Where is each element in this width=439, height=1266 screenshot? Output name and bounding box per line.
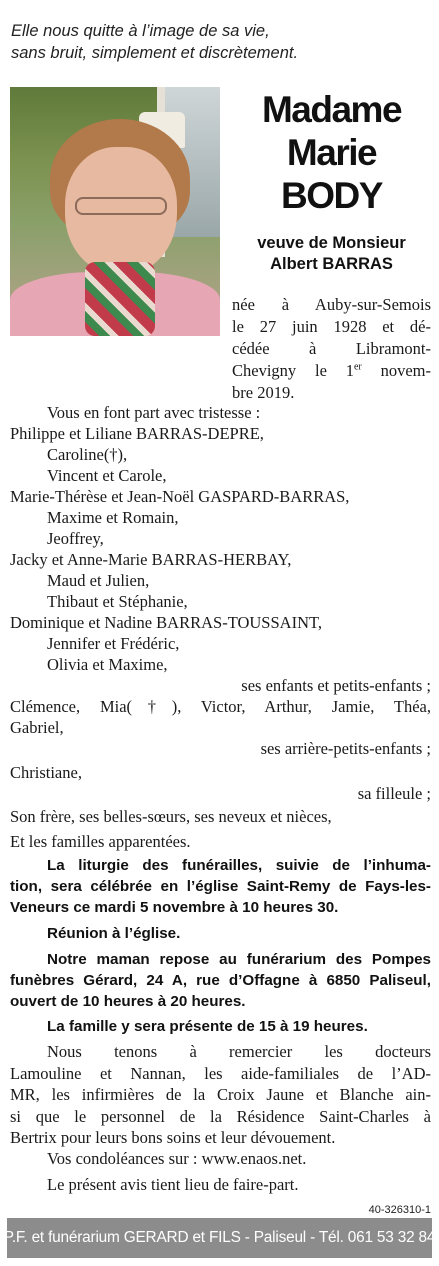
- great-label: ses arrière-petits-enfants ;: [260, 739, 431, 758]
- great-grandchildren: [10, 696, 431, 738]
- great-line: Gabriel,: [10, 718, 64, 737]
- resting-line: funèbres Gérard, 24 A, rue d’Offagne à 6850 Paliseul,: [10, 972, 431, 989]
- quote-line-1: Elle nous quitte à l’image de sa vie,: [11, 22, 270, 40]
- family-line: Maxime et Romain,: [47, 508, 179, 527]
- family-line: Philippe et Liliane BARRAS-DEPRE,: [10, 424, 264, 443]
- notice-line: Le présent avis tient lieu de faire-part.: [47, 1175, 299, 1194]
- funeral-line: Veneurs ce mardi 5 novembre à 10 heures 30.: [10, 899, 339, 916]
- funeral-home-banner: P.F. et funérarium GERARD et FILS - Paliseul - Tél. 061 53 32 84: [7, 1218, 432, 1258]
- bio-line: cédée à Libramont-: [232, 339, 431, 358]
- name-first: Marie: [286, 132, 377, 173]
- bio-line: le 27 juin 1928 et dé-: [232, 317, 431, 336]
- widow-of: [232, 233, 431, 275]
- widow-line-1: veuve de Monsieur: [257, 234, 406, 252]
- siblings-line: Son frère, ses belles-sœurs, ses neveux et nièces,: [10, 807, 332, 826]
- funeral-line: tion, sera célébrée en l’église Saint-Remy de Fays-les-: [10, 878, 431, 895]
- family-line: Caroline(†),: [47, 445, 128, 464]
- funeral-line: La liturgie des funérailles, suivie de l’inhuma-: [47, 857, 431, 874]
- name-title: Madame: [261, 89, 402, 130]
- bio-line: bre 2019.: [232, 383, 295, 402]
- family-line: Jacky et Anne-Marie BARRAS-HERBAY,: [10, 550, 292, 569]
- family-list: [10, 402, 431, 696]
- godchild: Christiane,: [10, 763, 82, 782]
- thanks-line: Lamouline et Nannan, les aide-familiales de l’AD-: [10, 1063, 431, 1083]
- meeting-line: Réunion à l’église.: [47, 925, 181, 942]
- thanks-line: si que le personnel de la Résidence Saint-Charles à: [10, 1106, 431, 1126]
- godchild-label: sa filleule ;: [357, 784, 431, 803]
- widow-line-2: Albert BARRAS: [270, 255, 393, 273]
- condolences-line: Vos condoléances sur : www.enaos.net.: [47, 1149, 307, 1168]
- relatives-line: Et les familles apparentées.: [10, 832, 191, 851]
- funeral-info: [10, 855, 431, 918]
- thanks-line: Nous tenons à remercier les docteurs: [47, 1042, 431, 1061]
- family-line: Maud et Julien,: [47, 571, 150, 590]
- resting-line: ouvert de 10 heures à 20 heures.: [10, 993, 246, 1010]
- name-last: BODY: [281, 175, 382, 216]
- reference-number: 40-326310-1: [368, 1204, 431, 1216]
- resting-line: Notre maman repose au funérarium des Pompes: [47, 951, 431, 968]
- portrait-photo: [10, 87, 220, 336]
- thanks-paragraph: [10, 1041, 431, 1149]
- thanks-line: MR, les infirmières de la Croix Jaune et Blanche ain-: [10, 1085, 431, 1104]
- bio-line: Chevigny le 1er novem-: [232, 361, 431, 380]
- birth-death-info: [232, 294, 431, 404]
- opening-quote: [11, 20, 431, 64]
- resting-info: [10, 949, 431, 1012]
- presence-line: La famille y sera présente de 15 à 19 heures.: [47, 1018, 368, 1035]
- family-line: Thibaut et Stéphanie,: [47, 592, 188, 611]
- deceased-name: [232, 88, 431, 217]
- thanks-line: Bertrix pour leurs bons soins et leur dévouement.: [10, 1128, 336, 1147]
- family-line: Vincent et Carole,: [47, 466, 167, 485]
- family-line: Marie-Thérèse et Jean-Noël GASPARD-BARRAS,: [10, 487, 350, 506]
- family-line: Jennifer et Frédéric,: [47, 634, 180, 653]
- quote-line-2: sans bruit, simplement et discrètement.: [11, 44, 299, 62]
- children-label: ses enfants et petits-enfants ;: [241, 676, 431, 695]
- great-line: Clémence, Mia(†), Victor, Arthur, Jamie, Théa,: [10, 697, 431, 716]
- family-line: Dominique et Nadine BARRAS-TOUSSAINT,: [10, 613, 322, 632]
- family-line: Jeoffrey,: [47, 529, 104, 548]
- family-intro: Vous en font part avec tristesse :: [47, 403, 261, 422]
- family-line: Olivia et Maxime,: [47, 655, 168, 674]
- bio-line: née à Auby-sur-Semois: [232, 295, 431, 314]
